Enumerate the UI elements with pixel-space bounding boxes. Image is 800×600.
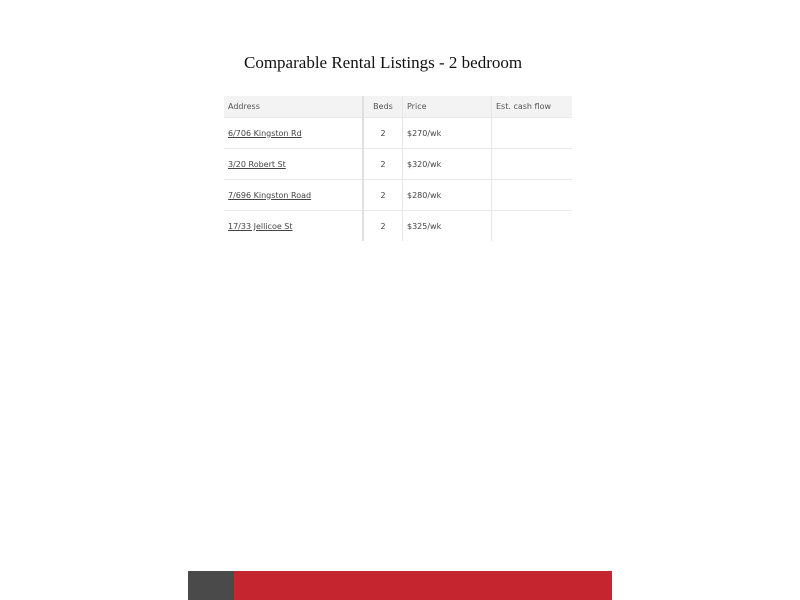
beds-cell: 2	[363, 211, 403, 242]
page-title: Comparable Rental Listings - 2 bedroom	[244, 53, 523, 72]
address-cell	[224, 180, 363, 211]
price-cell: $280/wk	[403, 180, 492, 211]
beds-cell: 2	[363, 118, 403, 149]
header-address: Address	[224, 96, 363, 118]
footer-dark-block	[188, 571, 234, 600]
header-price: Price	[403, 96, 492, 118]
beds-cell: 2	[363, 149, 403, 180]
table-row	[224, 180, 572, 211]
address-link[interactable]: 3/20 Robert St	[228, 159, 286, 169]
address-cell	[224, 149, 363, 180]
header-beds: Beds	[363, 96, 403, 118]
address-link[interactable]: 7/696 Kingston Road	[228, 190, 312, 200]
table-row	[224, 149, 572, 180]
address-link[interactable]: 6/706 Kingston Rd	[228, 128, 302, 138]
cash-flow-cell	[492, 211, 573, 242]
address-link[interactable]: 17/33 Jellicoe St	[228, 221, 293, 231]
address-cell	[224, 118, 363, 149]
table-header-row	[224, 96, 572, 118]
header-cash-flow: Est. cash flow	[492, 96, 573, 118]
price-cell: $325/wk	[403, 211, 492, 242]
rental-listings-table	[224, 96, 572, 241]
cash-flow-cell	[492, 180, 573, 211]
price-cell: $270/wk	[403, 118, 492, 149]
table-row	[224, 118, 572, 149]
table-row	[224, 211, 572, 242]
cash-flow-cell	[492, 149, 573, 180]
cash-flow-cell	[492, 118, 573, 149]
document-page	[188, 0, 612, 600]
beds-cell: 2	[363, 180, 403, 211]
price-cell: $320/wk	[403, 149, 492, 180]
address-cell	[224, 211, 363, 242]
footer-accent-bar	[188, 571, 612, 600]
